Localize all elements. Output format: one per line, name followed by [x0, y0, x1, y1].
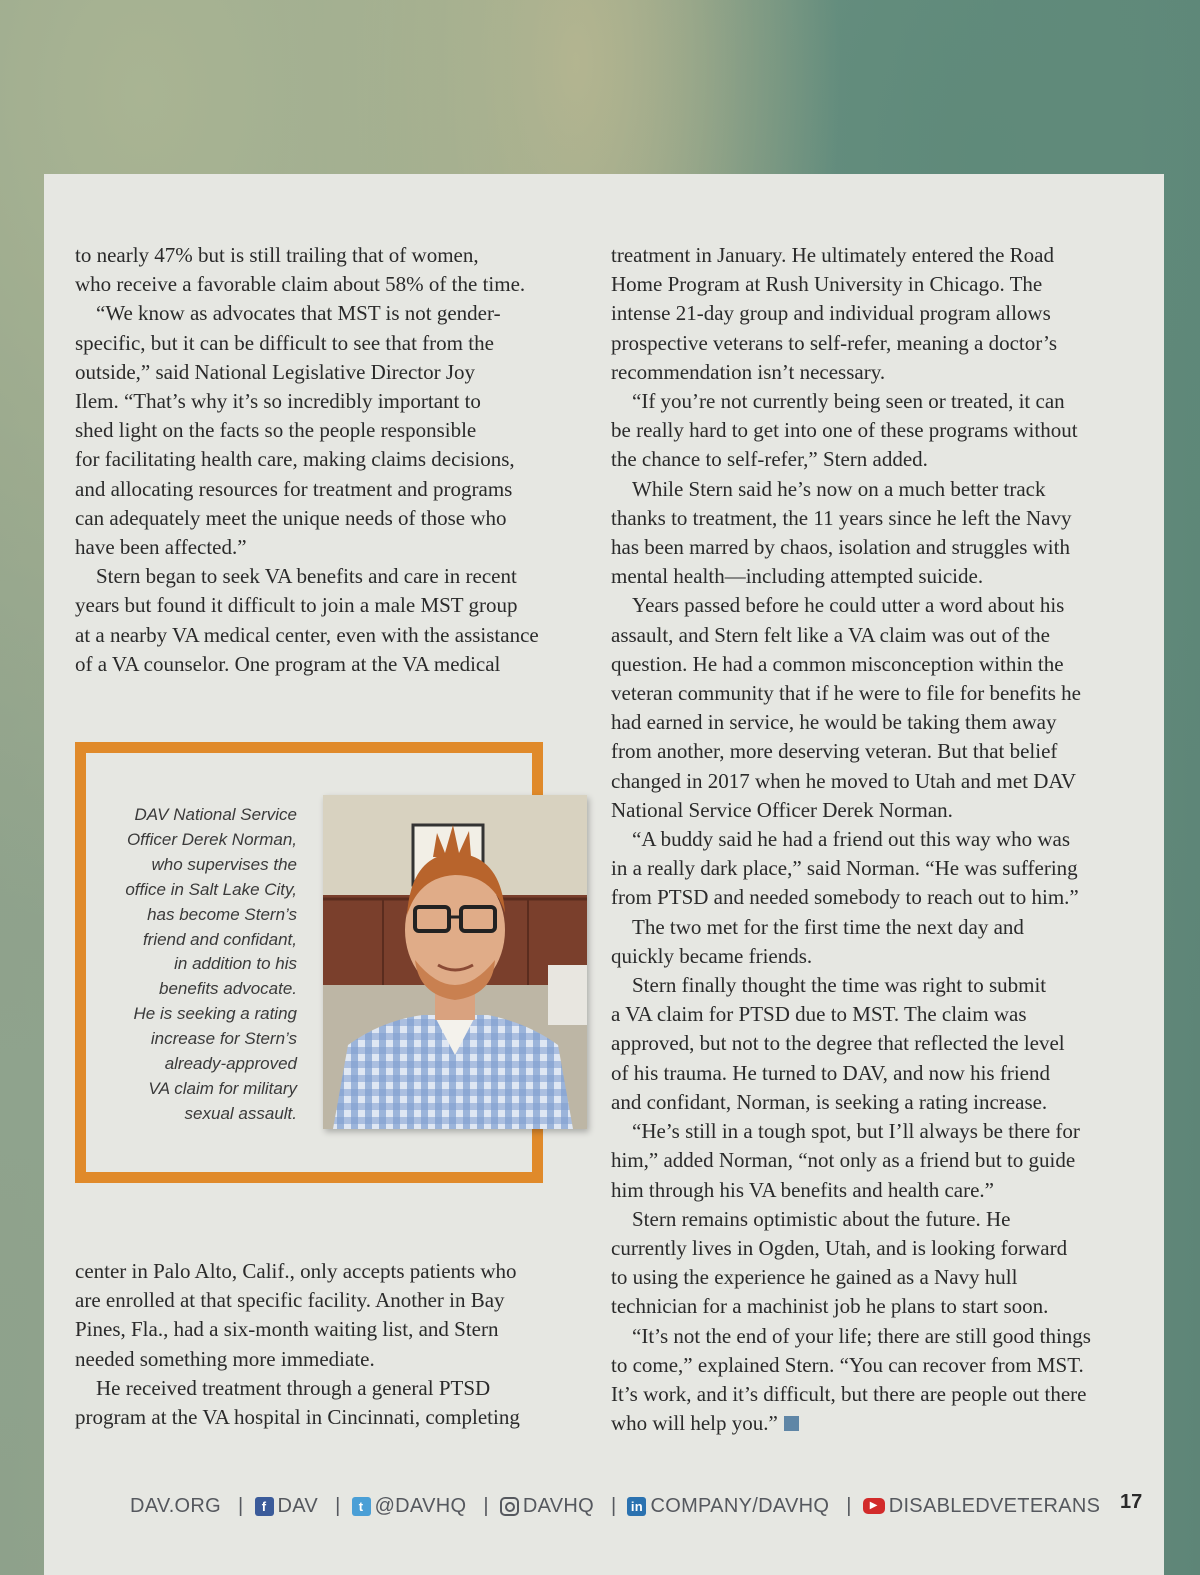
paragraph-text: Stern remains optimistic about the future. He currently lives in Ogden, Utah, and is looking forward to using the experience he gained as a Navy hull technician for a machinist job he plans to start soon.	[611, 1206, 1068, 1319]
paragraph	[611, 1117, 1141, 1205]
paragraph	[75, 1257, 587, 1374]
paragraph-text: to nearly 47% but is still trailing that of women, who receive a favorable claim about 58% of the time.	[75, 243, 526, 297]
footer-separator: |	[846, 1494, 852, 1517]
footer-facebook[interactable]	[255, 1495, 319, 1518]
footer-site-link[interactable]: DAV.ORG	[130, 1494, 222, 1517]
facebook-icon: f	[255, 1497, 274, 1516]
article-column-left-top	[75, 241, 587, 679]
paragraph-text: “A buddy said he had a friend out this way who was in a really dark place,” said Norman. “He was suffering from PTSD and needed somebody to reach out to him.”	[611, 827, 1079, 910]
footer-twitter[interactable]	[352, 1495, 467, 1518]
paragraph-text: Stern finally thought the time was right to submit a VA claim for PTSD due to MST. The claim was approved, but not to the degree that reflected the level of his trauma. He turned to DAV, and now his friend and confidant, Norman, is seeking a rating increase.	[611, 973, 1065, 1114]
footer-instagram-label: DAVHQ	[522, 1494, 594, 1517]
paragraph	[611, 1322, 1141, 1439]
paragraph-text: “He’s still in a tough spot, but I’ll always be there for him,” added Norman, “not only as a friend but to guide him through his VA benefits and health care.”	[611, 1119, 1080, 1202]
paragraph-text: center in Palo Alto, Calif., only accepts patients who are enrolled at that specific facility. Another in Bay Pines, Fla., had a six-month waiting list, and Stern needed something more immediate.	[75, 1259, 517, 1371]
paragraph	[611, 1205, 1141, 1322]
paragraph-text: “It’s not the end of your life; there are still good things to come,” explained Stern. “You can recover from MST. It’s work, and it’s difficult, but there are people out there who will help you.”	[611, 1323, 1091, 1436]
paragraph	[611, 475, 1141, 592]
paragraph-text: He received treatment through a general PTSD program at the VA hospital in Cincinnati, completing	[75, 1375, 520, 1430]
page-footer	[130, 1491, 1101, 1521]
instagram-icon	[500, 1497, 519, 1516]
footer-youtube[interactable]	[863, 1495, 1101, 1518]
portrait-photo	[323, 795, 587, 1129]
youtube-icon: ▶	[863, 1498, 885, 1514]
article-column-left-bottom	[75, 1257, 587, 1432]
twitter-icon: t	[352, 1497, 371, 1516]
paragraph	[611, 825, 1141, 913]
paragraph-text: Years passed before he could utter a word about his assault, and Stern felt like a VA claim was out of the question. He had a common misconception within the veteran community that if he were to file for benefits he had earned in service, he would be taking them away from another, more deserving veteran. But that belief changed in 2017 when he moved to Utah and met DAV National Service Officer Derek Norman.	[611, 593, 1081, 822]
article-column-right	[611, 241, 1141, 1438]
footer-facebook-label: DAV	[277, 1494, 319, 1517]
footer-separator: |	[483, 1494, 489, 1517]
paragraph	[75, 562, 587, 679]
paragraph	[611, 971, 1141, 1117]
footer-separator: |	[238, 1494, 244, 1517]
paragraph-text: While Stern said he’s now on a much better track thanks to treatment, the 11 years since he left the Navy has been marred by chaos, isolation and struggles with mental health—including attempted suicide.	[611, 476, 1072, 589]
paragraph-text: “We know as advocates that MST is not gender- specific, but it can be difficult to see that from the outside,” said National Legislative Director Joy Ilem. “That’s why it’s so incredibly important to shed light on the facts so the people responsible for facilitating health care, making claims decisions, and allocating resources for treatment and programs can adequately meet the unique needs of those who have been affected.”	[75, 301, 515, 560]
end-mark-icon	[784, 1416, 799, 1431]
photo-caption: DAV National Service Officer Derek Norman, who supervises the office in Salt Lake City, has become Stern’s friend and confidant, in addition to his benefits advocate. He is seeking a rating increase for Stern’s already-approved VA claim for military sexual assault.	[125, 805, 297, 1123]
footer-separator: |	[335, 1494, 341, 1517]
footer-twitter-label: @DAVHQ	[374, 1494, 467, 1517]
paragraph-text: treatment in January. He ultimately entered the Road Home Program at Rush University in Chicago. The intense 21-day group and individual program allows prospective veterans to self-refer, meaning a doctor’s recommendation isn’t necessary.	[611, 243, 1058, 384]
linkedin-icon: in	[627, 1497, 646, 1516]
paragraph-text: Stern began to seek VA benefits and care in recent years but found it difficult to join a male MST group at a nearby VA medical center, even with the assistance of a VA counselor. One program at the VA medical	[75, 564, 539, 676]
page-number: 17	[1120, 1491, 1143, 1513]
footer-linkedin-label: COMPANY/DAVHQ	[650, 1494, 830, 1517]
footer-linkedin[interactable]	[627, 1495, 829, 1518]
paragraph	[75, 299, 587, 562]
paragraph-text: The two met for the first time the next day and quickly became friends.	[611, 914, 1024, 968]
paragraph	[611, 387, 1141, 475]
paragraph	[611, 591, 1141, 825]
footer-youtube-label: DISABLEDVETERANS	[888, 1494, 1101, 1517]
paragraph	[75, 241, 587, 299]
paragraph	[611, 913, 1141, 971]
paragraph-text: “If you’re not currently being seen or treated, it can be really hard to get into one of these programs without the chance to self-refer,” Stern added.	[611, 389, 1078, 472]
footer-separator: |	[610, 1494, 617, 1517]
paragraph	[611, 241, 1141, 387]
paragraph	[75, 1374, 587, 1432]
footer-instagram[interactable]	[500, 1495, 594, 1518]
